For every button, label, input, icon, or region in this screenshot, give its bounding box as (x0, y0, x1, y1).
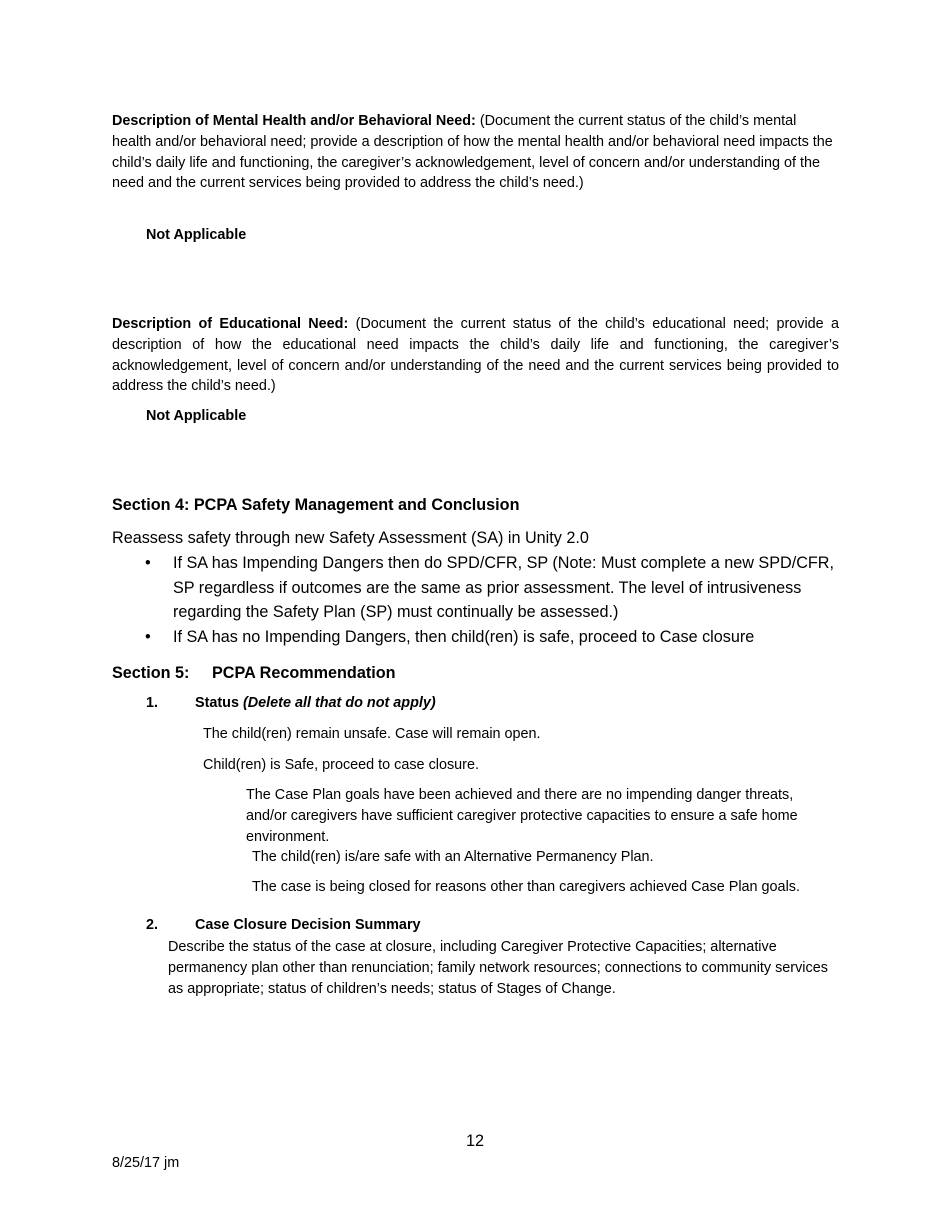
option-safe: Child(ren) is Safe, proceed to case closure. (203, 757, 479, 773)
bullet-item (145, 551, 835, 625)
section-4-title: Section 4: PCPA Safety Management and Conclusion (112, 496, 520, 514)
mental-health-body: (Document the current status of the child’s mental health and/or behavioral need; provide a description of how the mental health and/or behavioral need impacts the child’s daily life and functioning, the caregiver’s acknowledgement, level of concern and/or understanding of the need and the current services being provided to address the child’s need.) (112, 113, 833, 192)
footer-date: 8/25/17 jm (112, 1155, 180, 1171)
educational-answer: Not Applicable (146, 408, 247, 424)
mental-health-description (112, 111, 839, 194)
educational-description (112, 314, 839, 397)
bullet-item (145, 625, 835, 650)
closure-item-heading (146, 917, 421, 933)
item-number: 2. (146, 917, 159, 933)
sub-option-alternative: The child(ren) is/are safe with an Alternative Permanency Plan. (252, 849, 654, 865)
bullet-text: If SA has no Impending Dangers, then child(ren) is safe, proceed to Case closure (173, 628, 755, 646)
status-item-heading (146, 695, 436, 711)
item-number: 1. (146, 695, 159, 711)
bullet-text: If SA has Impending Dangers then do SPD/CFR, SP (Note: Must complete a new SPD/CFR, SP regardless if outcomes are the same as prior assessment. The level of intrusiveness regarding the Safety Plan (SP) must continually be assessed.) (173, 554, 834, 621)
section-5-heading (112, 664, 395, 683)
closure-description: Describe the status of the case at closure, including Caregiver Protective Capacities; alternative permanency plan other than renunciation; family network resources; connections to community services as appropriate; status of children’s needs; status of Stages of Change. (168, 939, 828, 997)
option-unsafe: The child(ren) remain unsafe. Case will remain open. (203, 726, 541, 742)
mental-health-answer: Not Applicable (146, 227, 247, 243)
closure-label: Case Closure Decision Summary (195, 917, 421, 933)
status-note: (Delete all that do not apply) (242, 695, 436, 711)
section-5-title: PCPA Recommendation (212, 664, 396, 682)
section-4-intro: Reassess safety through new Safety Assessment (SA) in Unity 2.0 (112, 529, 589, 547)
status-label: Status (195, 695, 243, 711)
mental-health-heading: Description of Mental Health and/or Behavioral Need: (112, 113, 476, 129)
page-number: 12 (465, 1132, 484, 1150)
section-5-label: Section 5: (112, 664, 190, 682)
sub-option-other: The case is being closed for reasons other than caregivers achieved Case Plan goals. (252, 879, 800, 895)
sub-option-goals: The Case Plan goals have been achieved and there are no impending danger threats, and/or caregivers have sufficient caregiver protective capacities to ensure a safe home environment. (246, 787, 798, 845)
bullet-icon: • (145, 554, 151, 572)
educational-heading: Description of Educational Need: (112, 316, 349, 332)
bullet-icon: • (145, 628, 151, 646)
educational-body: (Document the current status of the child’s educational need; provide a description of how the educational need impacts the child’s daily life and functioning, the caregiver’s acknowledgement, level of concern and/or understanding of the need and the current services being provided to address the child’s need.) (112, 316, 840, 395)
